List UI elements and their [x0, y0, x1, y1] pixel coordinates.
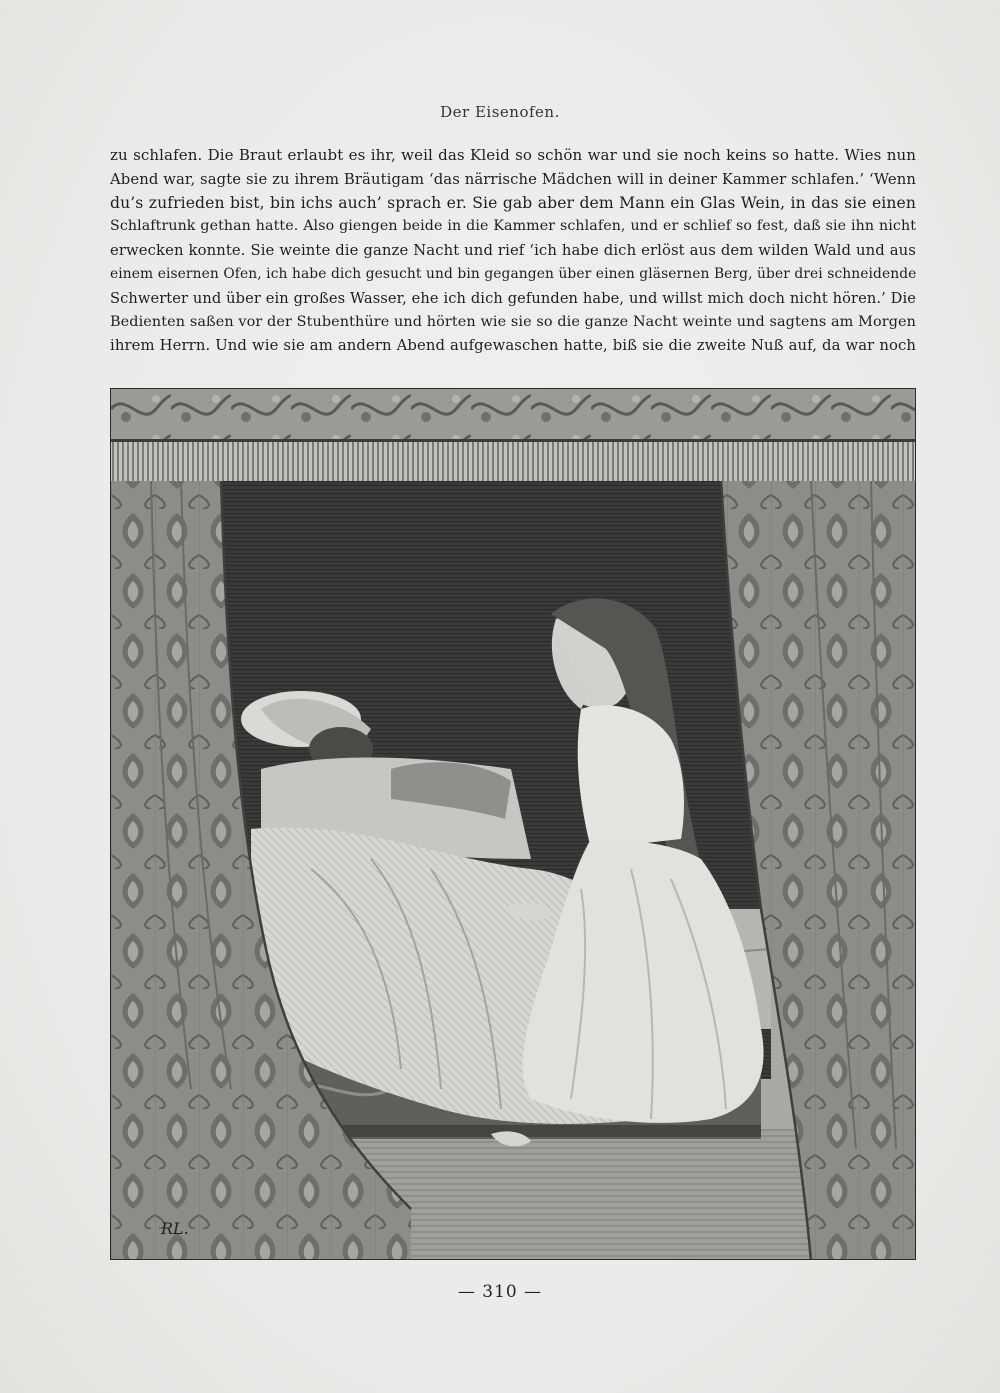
- body-text: [110, 144, 916, 358]
- page-number: — 310 —: [457, 1282, 543, 1302]
- engraving-drawing: [111, 389, 916, 1260]
- text-line: zu schlafen. Die Braut erlaubt es ihr, weil das Kleid so schön war und sie noch keins so hatte. Wies nun: [110, 146, 916, 164]
- artist-signature: RL.: [161, 1219, 189, 1238]
- text-line: du’s zufrieden bist, bin ichs auch’ sprach er. Sie gab aber dem Mann ein Glas Wein, in das sie einen: [110, 193, 916, 212]
- text-line: ihrem Herrn. Und wie sie am andern Abend aufgewaschen hatte, biß sie die zweite Nuß auf, da war noch: [110, 337, 916, 355]
- text-line: erwecken konnte. Sie weinte die ganze Nacht und rief ‘ich habe dich erlöst aus dem wilden Wald und aus: [110, 242, 916, 260]
- engraving-illustration: [110, 388, 916, 1260]
- text-line: einem eisernen Ofen, ich habe dich gesucht und bin gegangen über einen gläsernen Berg, über drei schneidende: [110, 265, 916, 282]
- text-line: Schlaftrunk gethan hatte. Also giengen beide in die Kammer schlafen, und er schlief so fest, daß sie ihn nicht: [110, 218, 916, 235]
- text-line: Schwerter und über ein großes Wasser, ehe ich dich gefunden habe, und willst mich doch nicht hören.’ Die: [110, 289, 916, 307]
- text-line: Bedienten saßen vor der Stubenthüre und hörten wie sie so die ganze Nacht weinte und sagtens am Morgen: [110, 313, 916, 330]
- text-line: Abend war, sagte sie zu ihrem Bräutigam ‘das närrische Mädchen will in deiner Kammer schlafen.’ ‘Wenn: [110, 170, 916, 188]
- running-title: Der Eisenofen.: [440, 103, 560, 121]
